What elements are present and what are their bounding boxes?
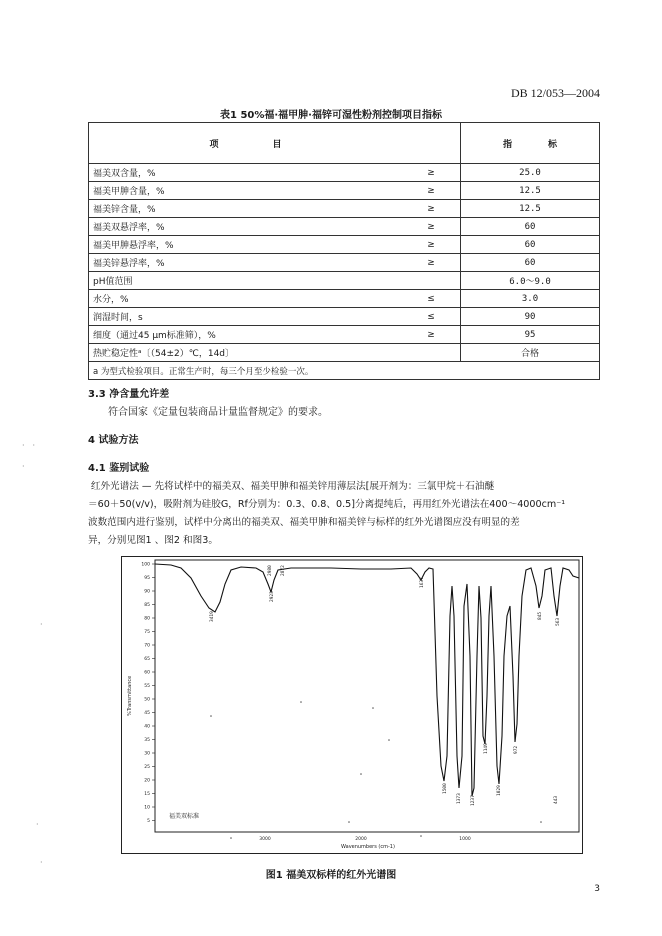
table-title: 表1 50%福·福甲胂·福锌可湿性粉剂控制项目指标 (220, 110, 442, 121)
item-cell: 福美甲胂含量，% (89, 182, 403, 200)
value-cell: 60 (461, 236, 600, 254)
value-cell: 60 (461, 218, 600, 236)
table-row (89, 164, 600, 182)
peak-label: 2980 (268, 565, 273, 576)
value-cell: 合格 (461, 344, 600, 362)
standard-code: DB 12/053—2004 (510, 86, 600, 100)
paragraph-line: 波数范围内进行鉴别，试样中分离出的福美双、福美甲胂和福美锌与标样的红外光谱图应没有明显的差 (88, 517, 520, 528)
peak-label: 972 (514, 745, 519, 754)
symbol-cell: ≥ (402, 182, 461, 200)
section-3-3-heading: 3.3 净含量允许差 (88, 389, 170, 400)
table-row (89, 200, 600, 218)
section-4-1-paragraph (88, 478, 602, 550)
value-cell: 3.0 (461, 290, 600, 308)
figure-1-caption: 图1 福美双标样的红外光谱图 (265, 870, 397, 881)
item-cell: 福美双悬浮率，% (89, 218, 403, 236)
table-footnote-row (89, 362, 600, 380)
symbol-cell: ≤ (402, 308, 461, 326)
value-cell: 6.0～9.0 (461, 272, 600, 290)
y-tick-label: 45 (144, 711, 150, 716)
y-tick-label: 15 (144, 792, 150, 797)
item-cell: 福美锌含量，% (89, 200, 403, 218)
x-axis-label: Wavenumbers (cm-1) (341, 844, 395, 850)
y-tick-label: 5 (147, 819, 150, 824)
paragraph-line: 异，分别见图1 、图2 和图3。 (88, 535, 218, 546)
peak-label: 2923 (270, 591, 275, 602)
item-cell: 水分，% (89, 290, 403, 308)
y-tick-label: 70 (144, 643, 150, 649)
item-cell: 福美锌悬浮率，% (89, 254, 403, 272)
page-number: 3 (594, 884, 600, 894)
value-cell: 90 (461, 308, 600, 326)
table-row (89, 254, 600, 272)
value-cell: 12.5 (461, 200, 600, 218)
item-cell: 福美甲胂悬浮率，% (89, 236, 403, 254)
peak-label: 845 (538, 611, 543, 620)
paragraph-line: ＝60＋50(v/v)，吸附剂为硅胶G，Rf分别为：0.3、0.8、0.5]分离提纯后，再用红外光谱法在400～4000cm⁻¹ (88, 499, 566, 510)
y-tick-label: 60 (144, 670, 150, 676)
peak-label: 563 (556, 617, 561, 626)
item-cell: 细度（通过45 μm标准筛），% (89, 326, 403, 344)
value-cell: 12.5 (461, 182, 600, 200)
y-tick-label: 50 (144, 697, 150, 703)
y-tick-label: 40 (144, 724, 150, 730)
header-sym (402, 123, 461, 164)
table-row (89, 344, 600, 362)
peak-label: 1373 (457, 793, 462, 804)
symbol-cell: ≥ (402, 236, 461, 254)
symbol-cell (402, 272, 461, 290)
symbol-cell: ≥ (402, 200, 461, 218)
symbol-cell: ≤ (402, 290, 461, 308)
ir-spectrum-figure (121, 556, 583, 854)
peak-label: 3419 (210, 611, 215, 622)
x-tick-label: 3000 (259, 837, 271, 842)
header-item: 项 目 (89, 123, 403, 164)
symbol-cell: ≥ (402, 326, 461, 344)
table-row (89, 326, 600, 344)
y-tick-label: 65 (144, 657, 150, 662)
table-row (89, 218, 600, 236)
peak-label: 1237 (471, 795, 476, 806)
x-tick-label: 1000 (459, 837, 471, 842)
section-4-1-heading: 4.1 鉴别试验 (88, 463, 150, 474)
y-tick-label: 75 (144, 630, 150, 635)
symbol-cell: ≥ (402, 254, 461, 272)
y-tick-label: 90 (144, 589, 150, 595)
table-row (89, 290, 600, 308)
peak-label: 1149 (484, 743, 489, 754)
y-tick-label: 10 (144, 805, 150, 811)
y-tick-label: 85 (144, 603, 150, 608)
header-value: 指 标 (461, 123, 600, 164)
y-axis-label: %Transmittance (127, 675, 133, 716)
y-tick-label: 20 (144, 778, 150, 784)
table-row (89, 236, 600, 254)
table-row (89, 308, 600, 326)
value-cell: 95 (461, 326, 600, 344)
y-tick-label: 80 (144, 616, 150, 622)
value-cell: 25.0 (461, 164, 600, 182)
peak-label: 1500 (443, 783, 448, 794)
section-4-heading: 4 试验方法 (88, 435, 139, 446)
item-cell: 福美双含量，% (89, 164, 403, 182)
x-tick-label: 2000 (355, 837, 367, 842)
table-footnote: a 为型式检验项目。正常生产时，每三个月至少检验一次。 (89, 362, 600, 380)
symbol-cell: ≥ (402, 218, 461, 236)
item-cell: 润湿时间，s (89, 308, 403, 326)
spec-table (88, 122, 600, 380)
peak-label: 1637 (420, 577, 425, 588)
table-row (89, 272, 600, 290)
item-cell: pH值范围 (89, 272, 403, 290)
y-tick-label: 25 (144, 765, 150, 770)
symbol-cell (402, 344, 461, 362)
peak-label: 2872 (281, 565, 286, 576)
item-cell: 热贮稳定性ᵃ〔（54±2）℃，14d〕 (89, 344, 403, 362)
y-tick-label: 100 (141, 562, 150, 568)
value-cell: 60 (461, 254, 600, 272)
y-tick-label: 35 (144, 738, 150, 743)
symbol-cell: ≥ (402, 164, 461, 182)
peak-label: 1029 (497, 785, 502, 796)
sample-label: 福美双标准 (169, 813, 200, 820)
y-tick-label: 95 (144, 576, 150, 581)
table-row (89, 182, 600, 200)
section-3-3-text: 符合国家《定量包装商品计量监督规定》的要求。 (108, 407, 328, 418)
y-tick-label: 30 (144, 751, 150, 757)
y-tick-label: 55 (144, 684, 150, 689)
paragraph-line: 红外光谱法 — 先将试样中的福美双、福美甲胂和福美锌用薄层法[展开剂为：三氯甲烷＋石油醚 (90, 481, 495, 492)
table-header-row (89, 123, 600, 164)
peak-label: 443 (554, 795, 559, 804)
